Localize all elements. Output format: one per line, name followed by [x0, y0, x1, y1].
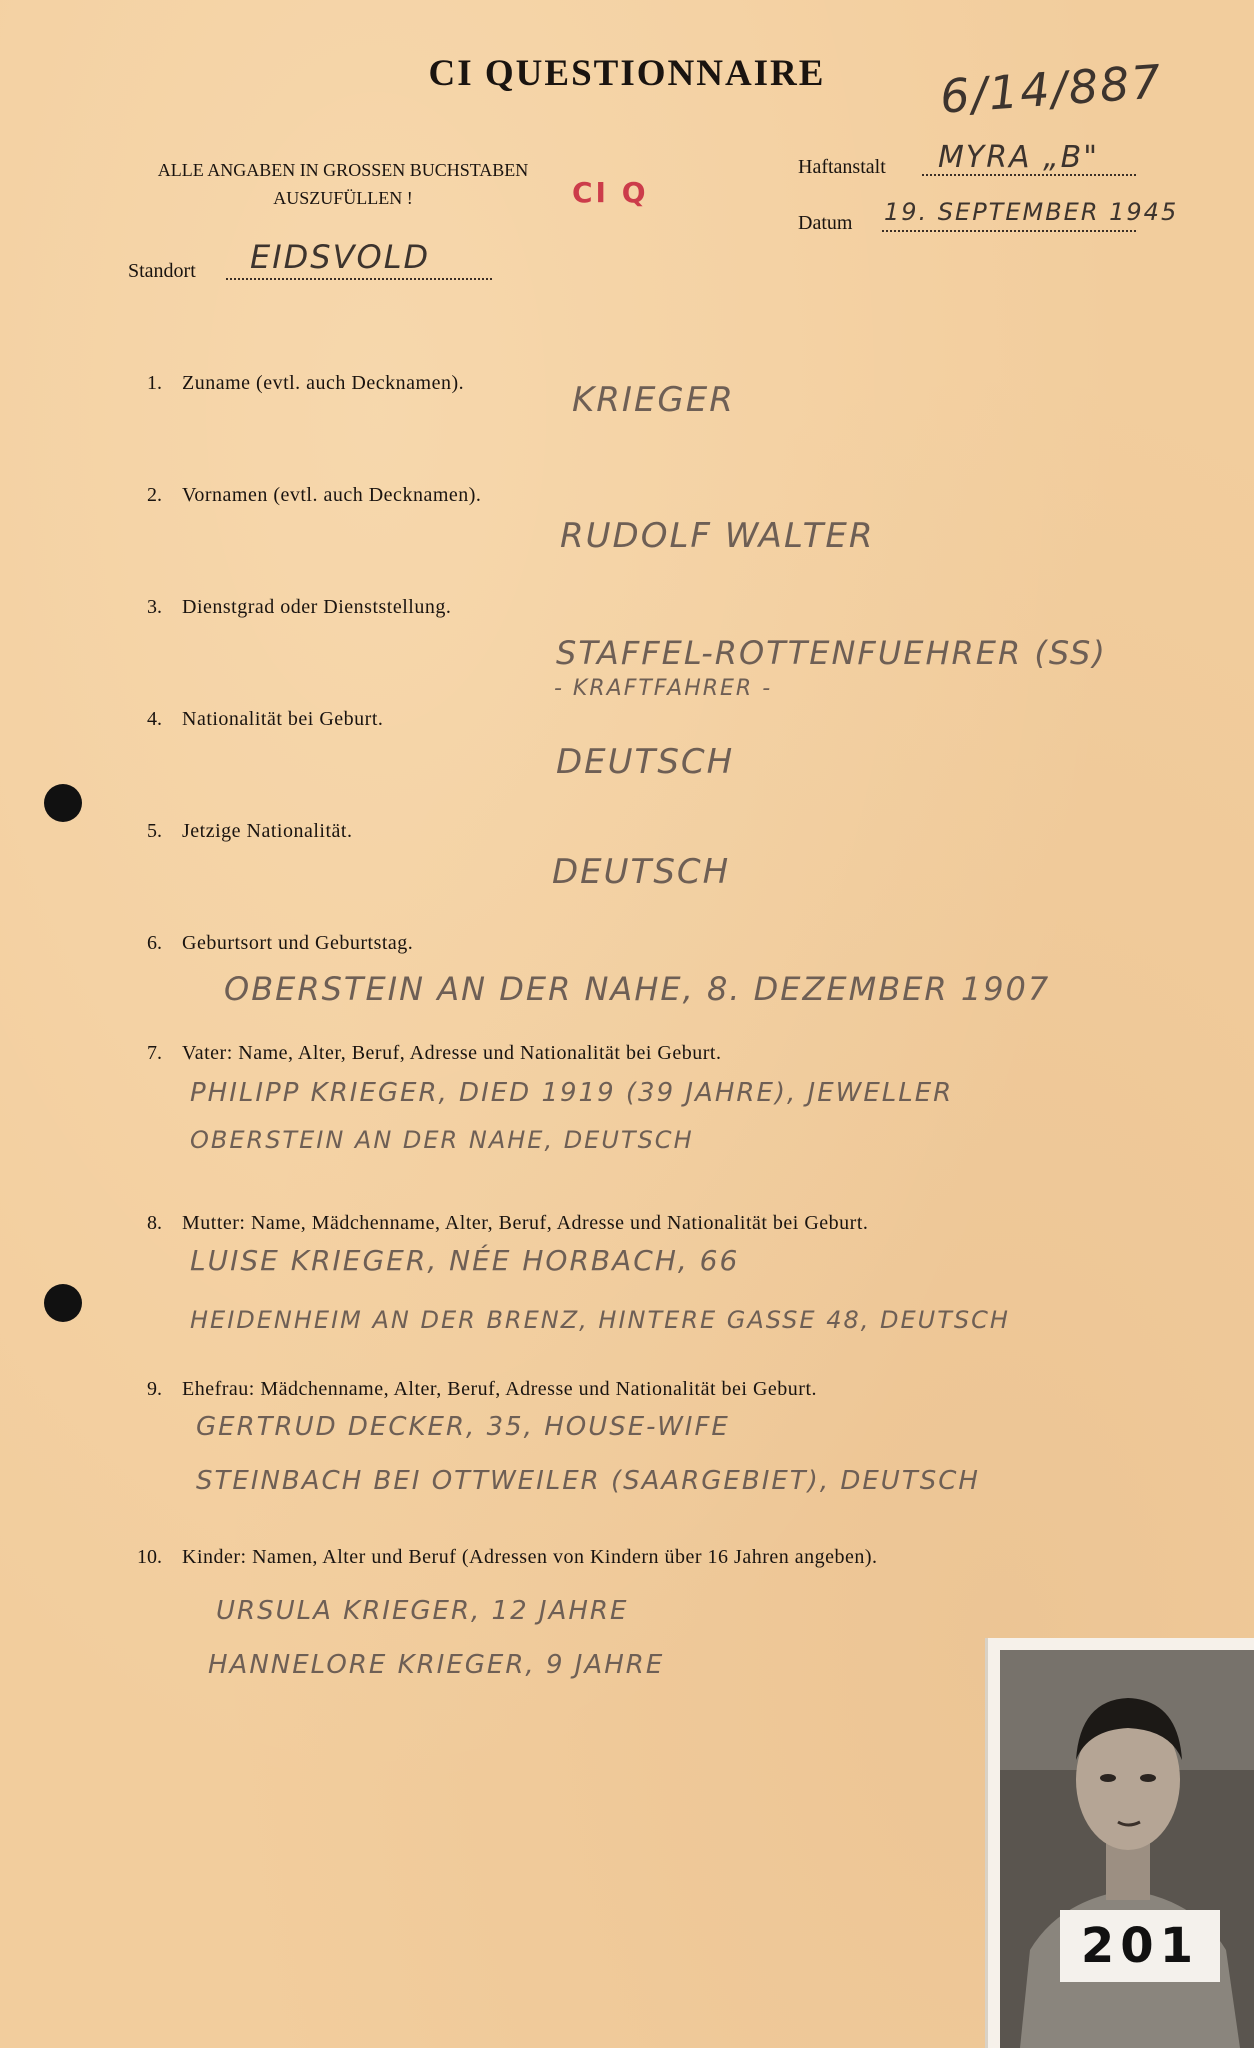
standort-value: EIDSVOLD: [250, 238, 431, 276]
question-4-number: 4.: [147, 708, 162, 730]
question-3-number: 3.: [147, 596, 162, 618]
question-1-label: Zuname (evtl. auch Decknamen).: [182, 372, 465, 394]
question-7-label: Vater: Name, Alter, Beruf, Adresse und Nationalität bei Geburt.: [182, 1042, 722, 1064]
question-6-answer: OBERSTEIN AN DER NAHE, 8. DEZEMBER 1907: [224, 970, 1051, 1008]
haftanstalt-value: MYRA „B": [938, 140, 1100, 175]
photo-number-board: 201: [1060, 1910, 1220, 1982]
file-number: 6/14/887: [938, 54, 1165, 124]
question-1-number: 1.: [147, 372, 162, 394]
question-9-label: Ehefrau: Mädchenname, Alter, Beruf, Adresse und Nationalität bei Geburt.: [182, 1378, 818, 1400]
question-5-answer: DEUTSCH: [552, 852, 731, 892]
question-2-answer: RUDOLF WALTER: [560, 516, 875, 556]
question-3-label: Dienstgrad oder Dienststellung.: [182, 596, 452, 618]
datum-label: Datum: [798, 212, 853, 234]
question-9-answer-line-1: GERTRUD DECKER, 35, HOUSE-WIFE: [196, 1412, 730, 1442]
question-1-answer: KRIEGER: [572, 380, 735, 420]
question-7-number: 7.: [147, 1042, 162, 1064]
question-7-answer-line-2: OBERSTEIN AN DER NAHE, DEUTSCH: [190, 1126, 694, 1154]
document-title: CI QUESTIONNAIRE: [428, 53, 826, 94]
prisoner-photo: [985, 1638, 1254, 2048]
instructions-line-1: ALLE ANGABEN IN GROSSEN BUCHSTABEN: [157, 160, 529, 180]
standort-label: Standort: [128, 260, 196, 282]
question-10-number: 10.: [137, 1546, 162, 1568]
instructions: [108, 156, 578, 212]
question-4-label: Nationalität bei Geburt.: [182, 708, 384, 730]
question-8-number: 8.: [147, 1212, 162, 1234]
datum-value: 19. SEPTEMBER 1945: [884, 198, 1179, 226]
question-10-answer-line-2: HANNELORE KRIEGER, 9 JAHRE: [208, 1650, 665, 1680]
question-2-label: Vornamen (evtl. auch Decknamen).: [182, 484, 482, 506]
question-6-label: Geburtsort und Geburtstag.: [182, 932, 414, 954]
question-4-answer: DEUTSCH: [556, 742, 735, 782]
haftanstalt-label: Haftanstalt: [798, 156, 886, 178]
punch-hole-upper: [44, 784, 82, 822]
question-10-label: Kinder: Namen, Alter und Beruf (Adressen von Kindern über 16 Jahren angeben).: [182, 1546, 878, 1568]
question-6-number: 6.: [147, 932, 162, 954]
question-8-answer-line-1: LUISE KRIEGER, NÉE HORBACH, 66: [190, 1244, 740, 1277]
question-5-label: Jetzige Nationalität.: [182, 820, 353, 842]
question-3-answer-line-1: STAFFEL-ROTTENFUEHRER (SS): [556, 634, 1107, 672]
question-9-answer-line-2: STEINBACH BEI OTTWEILER (SAARGEBIET), DEUTSCH: [196, 1466, 980, 1496]
punch-hole-lower: [44, 1284, 82, 1322]
question-7-answer-line-1: PHILIPP KRIEGER, DIED 1919 (39 JAHRE), JEWELLER: [190, 1078, 954, 1108]
photo-image: [1000, 1650, 1254, 2048]
question-8-label: Mutter: Name, Mädchenname, Alter, Beruf, Adresse und Nationalität bei Geburt.: [182, 1212, 869, 1234]
question-10-answer-line-1: URSULA KRIEGER, 12 JAHRE: [216, 1596, 629, 1626]
ci-stamp: CI Q: [572, 176, 649, 209]
question-2-number: 2.: [147, 484, 162, 506]
question-5-number: 5.: [147, 820, 162, 842]
question-3-answer-line-2: - KRAFTFAHRER -: [554, 676, 773, 701]
question-9-number: 9.: [147, 1378, 162, 1400]
portrait-illustration: [1000, 1650, 1254, 2048]
question-8-answer-line-2: HEIDENHEIM AN DER BRENZ, HINTERE GASSE 48, DEUTSCH: [190, 1306, 1010, 1334]
instructions-line-2: AUSZUFÜLLEN !: [273, 188, 413, 208]
